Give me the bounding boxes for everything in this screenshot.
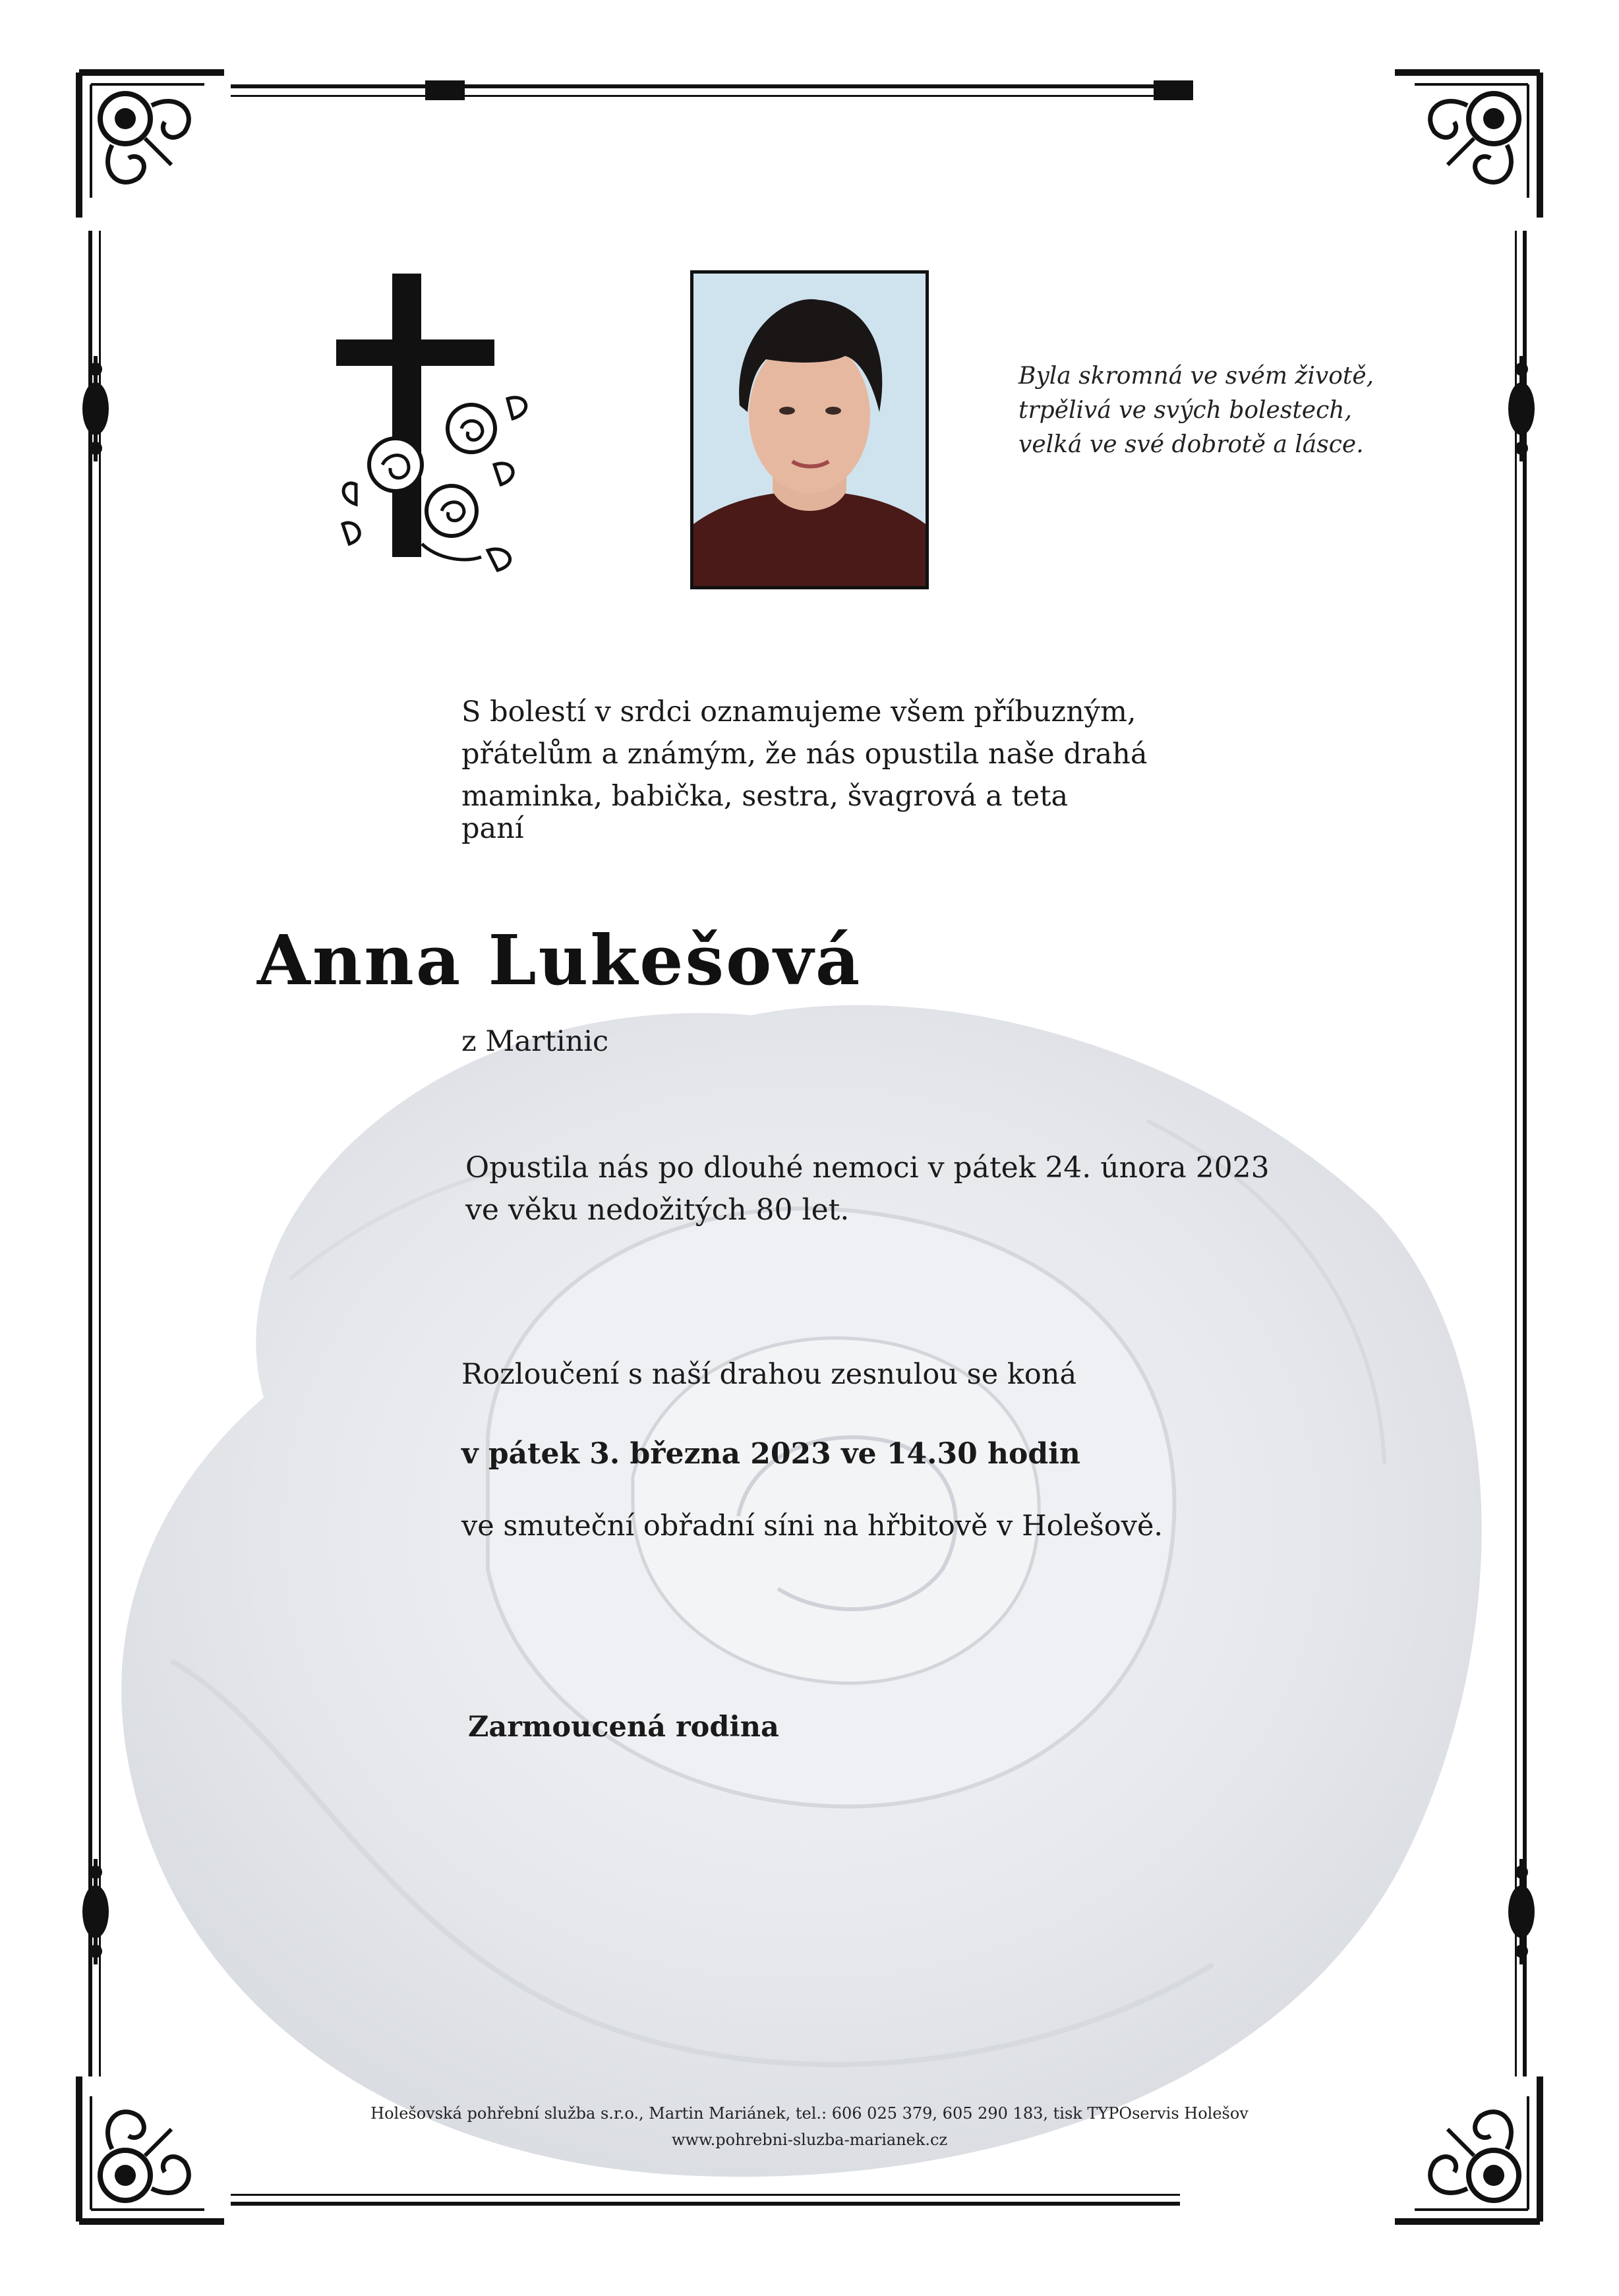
top-center-ornament-right [1150,74,1196,107]
side-ornament-left-top [79,356,112,461]
farewell-date-time: v pátek 3. března 2023 ve 14.30 hodin [461,1437,1080,1471]
motto-line: velká ve své dobrotě a lásce. [1018,431,1364,458]
announcement-text [461,691,1147,817]
portrait-photo [690,270,929,589]
motto-line: Byla skromná ve svém životě, [1018,363,1374,390]
announcement-line: maminka, babička, sestra, švagrová a teta [461,780,1069,813]
deceased-name: Anna Lukešová [257,920,862,1001]
footer-website: www.pohrebni-sluzba-marianek.cz [671,2131,948,2149]
death-notice-line: Opustila nás po dlouhé nemoci v pátek 24. února 2023 [465,1151,1270,1185]
rose-background-image [92,936,1529,2202]
cross-with-roses-icon [330,267,541,583]
motto-line: trpělivá ve svých bolestech, [1018,397,1352,424]
announcement-line: přátelům a známým, že nás opustila naše drahá [461,738,1148,771]
death-notice [465,1147,1270,1231]
honorific-title: paní [461,812,524,845]
death-notice-line: ve věku nedožitých 80 let. [465,1193,850,1227]
farewell-place: ve smuteční obřadní síni na hřbitově v Holešově. [461,1510,1163,1543]
side-ornament-right-top [1505,356,1538,461]
announcement-line: S bolestí v srdci oznamujeme všem příbuzným, [461,695,1136,728]
footer-company-info: Holešovská pohřební služba s.r.o., Martin Mariánek, tel.: 606 025 379, 605 290 183, tisk TYPOservis Holešov [370,2104,1249,2123]
portrait-illustration [693,274,926,586]
family-signature: Zarmoucená rodina [468,1711,779,1744]
top-center-ornament-left [422,74,468,107]
corner-ornament-top-left [73,66,231,224]
deceased-origin: z Martinic [461,1025,609,1058]
corner-ornament-top-right [1388,66,1546,224]
farewell-intro: Rozloučení s naší drahou zesnulou se koná [461,1358,1077,1391]
motto-quote [1018,359,1374,462]
